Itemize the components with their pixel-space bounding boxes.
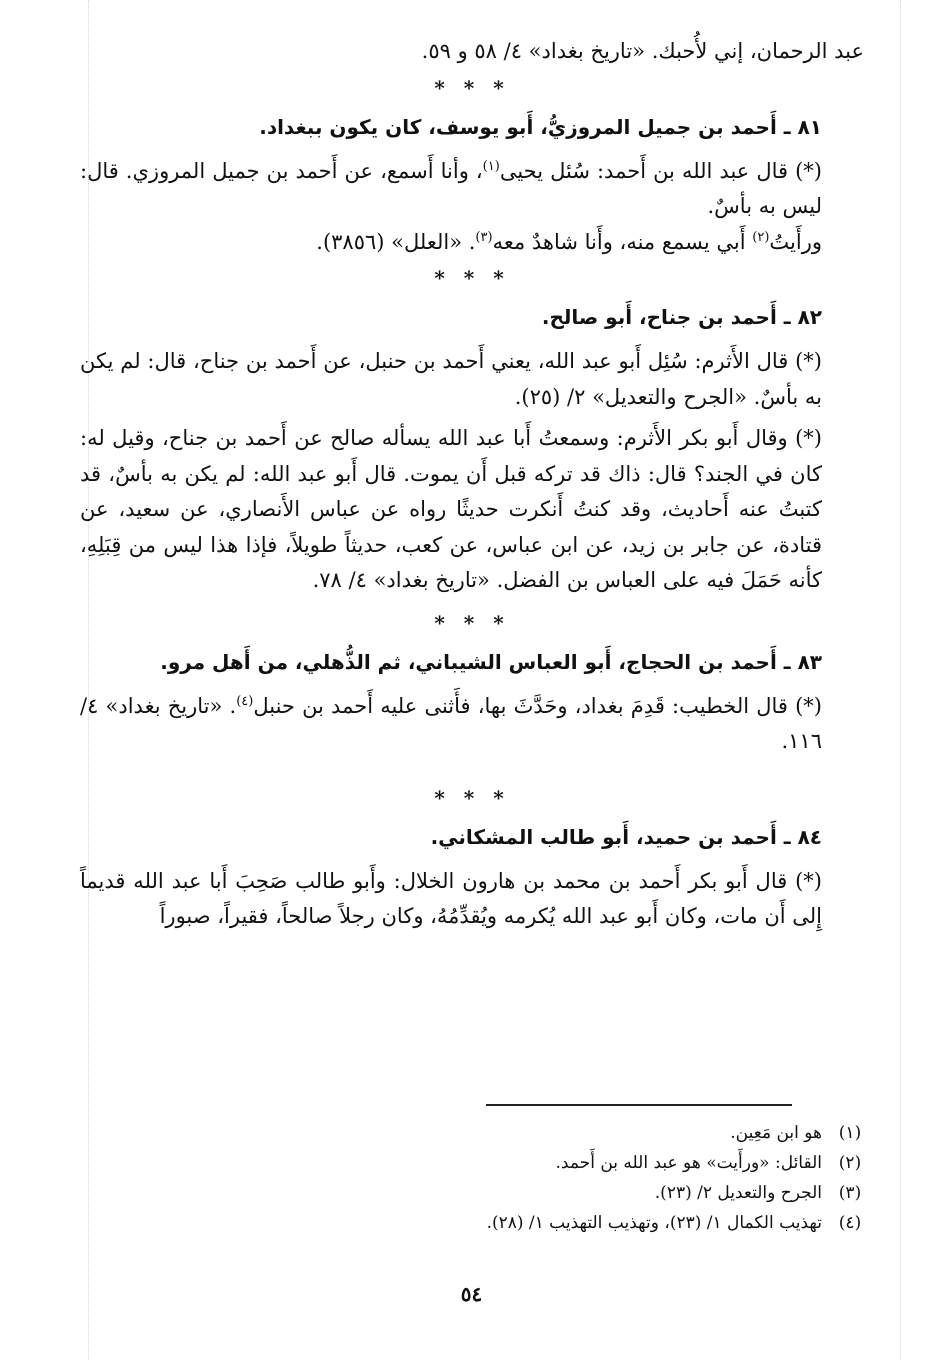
entry-83-paragraph-1 [80,689,864,760]
footnote-number: (١) [838,1123,862,1143]
page-number: ٥٤ [460,1282,483,1306]
footnote-number: (٤) [838,1213,862,1233]
entry-heading-81: ٨١ ـ أَحمد بن جميل المروزيُّ، أَبو يوسف، كان يكون ببغداد. [259,114,822,139]
footnote-3 [80,1178,864,1208]
footnote-1 [80,1118,864,1148]
section-separator: * * * [434,75,510,100]
entry-82-paragraph-1: (*) قال الأَثرم: سُئِل أَبو عبد الله، يعني أَحمد بن حنبل، عن أَحمد بن جناح، قال: لم يكن به بأسٌ. «الجرح والتعديل» ٢/ (٢٥). [80,349,822,409]
section-separator: * * * [434,266,510,290]
text-run: . «العلل» (٣٨٥٦). [316,229,476,254]
footnote-divider [486,1104,792,1106]
text-run: . «تاريخ بغداد» ٤/ ١١٦. [80,693,822,753]
text-run: (*) قال الخطيب: قَدِمَ بغداد، وحَدَّثَ بها، فأَثنى عليه أَحمد بن حنبل [253,693,822,718]
footnote-number: (٣) [838,1183,862,1203]
text-run: ، وأنا أَسمع، عن أَحمد بن جميل المروزي. قال: ليس به بأسٌ. [80,158,822,218]
entry-81-paragraph-2 [80,225,864,261]
footnote-text: الجرح والتعديل ٢/ (٢٣). [654,1183,822,1203]
entry-heading-82: ٨٢ ـ أَحمد بن جناح، أَبو صالح. [541,305,822,329]
text-run: (*) قال عبد الله بن أَحمد: سُئل يحيى [499,158,822,183]
entry-heading-83: ٨٣ ـ أَحمد بن الحجاج، أَبو العباس الشيباني، ثم الذُّهلي، من أَهل مرو. [160,649,822,674]
section-separator: * * * [434,610,510,635]
text-run: أَبي يسمع منه، وأَنا شاهدٌ معه [492,229,753,254]
entry-81-paragraph-1 [80,154,864,225]
footnote-2 [80,1148,864,1178]
footnote-text: القائل: «ورأَيت» هو عبد الله بن أَحمد. [555,1153,822,1173]
scan-artifact-line [900,0,901,1360]
entry-heading-84: ٨٤ ـ أَحمد بن حميد، أَبو طالب المشكاني. [430,824,822,849]
footnote-ref[interactable]: (٤) [236,693,254,709]
section-separator: * * * [434,785,510,810]
footnote-text: تهذيب الكمال ١/ (٢٣)، وتهذيب التهذيب ١/ (٢٨). [486,1213,822,1233]
footnote-4 [80,1208,864,1238]
footnotes [80,1118,864,1238]
entry-84-paragraph-1: (*) قال أَبو بكر أَحمد بن محمد بن هارون الخلال: وأَبو طالب صَحِبَ أَبا عبد الله قديماً إِلى أَن مات، وكان أَبو عبد الله يُكرمه ويُقدِّمُهُ، وكان رجلاً صالحاً، فقيراً، صبوراً [80,868,822,928]
paragraph-continuation: عبد الرحمان، إني لأُحبك. «تاريخ بغداد» ٤/ ٥٨ و ٥٩. [421,39,864,63]
entry-82-paragraph-2: (*) وقال أَبو بكر الأَثرم: وسمعتُ أَبا عبد الله يسأله صالح عن أَحمد بن جناح، وقيل له: كان في الجند؟ قال: ذاك قد تركه قبل أَن يموت. قال أَبو عبد الله: لم يكن به بأسٌ، قد كتبتُ عنه أَحاديث، وقد كنتُ أَنكرت حديثًا رواه عن عباس الأَنصاري، عن سعيد، عن قتادة، عن جابر بن زيد، عن ابن عباس، عن كعب، حديثاً طويلاً، فإذا هذا ليس من قِبَلِهِ، كأنه حَمَلَ فيه على العباس بن الفضل. «تاريخ بغداد» ٤/ ٧٨. [80,426,822,592]
footnote-ref[interactable]: (٢) [752,229,770,245]
text-run: ورأَيتُ [769,229,822,254]
footnote-ref[interactable]: (١) [482,158,500,174]
footnote-number: (٢) [838,1153,862,1173]
footnote-text: هو ابن مَعِين. [730,1123,822,1143]
footnote-ref[interactable]: (٣) [475,229,493,245]
